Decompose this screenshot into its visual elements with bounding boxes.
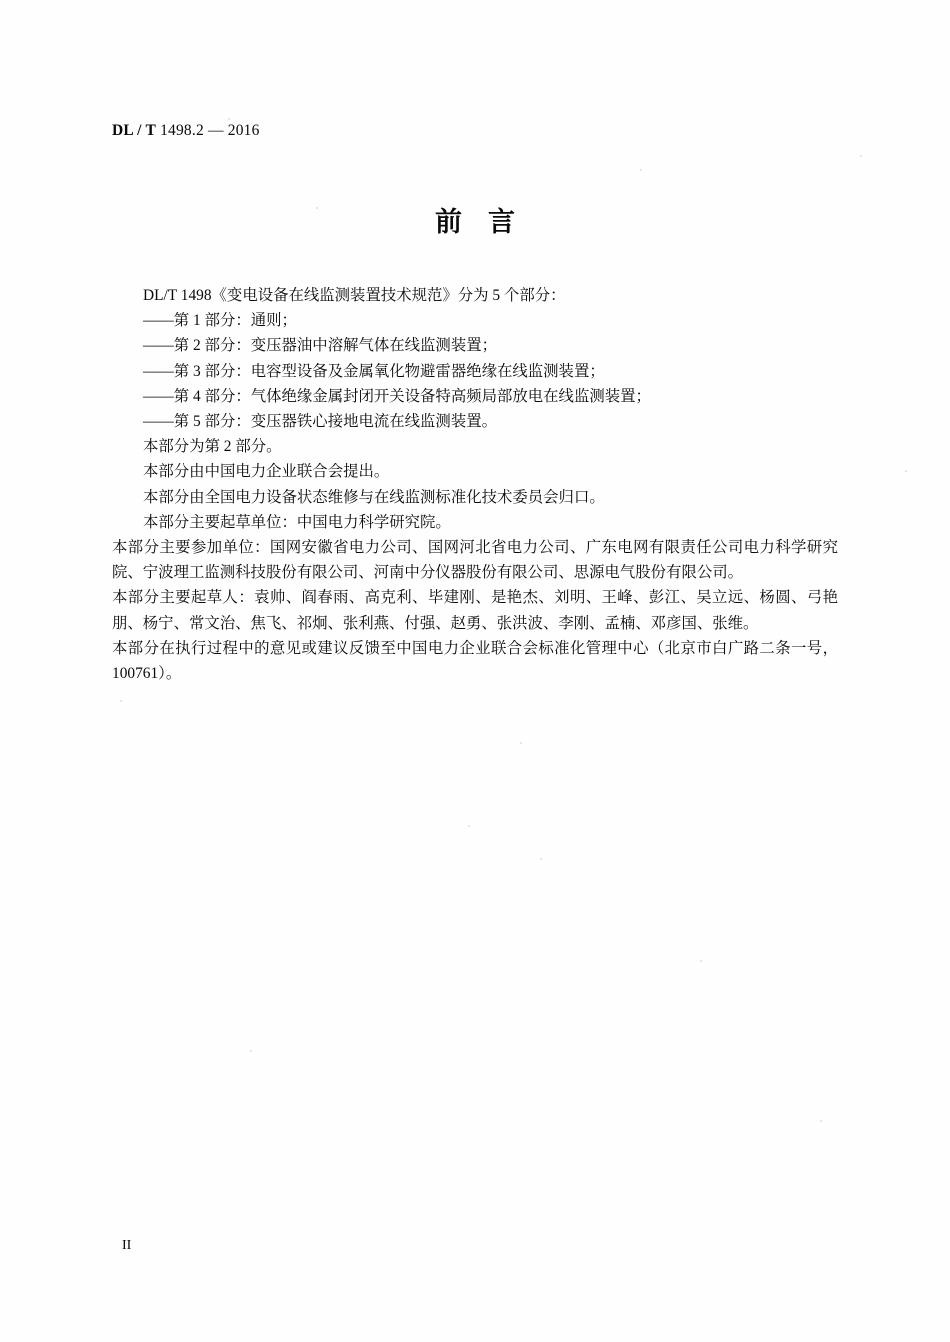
scan-speckle — [250, 1050, 252, 1052]
part-item-1: ——第 1 部分：通则； — [143, 312, 297, 330]
page-number: II — [122, 1238, 132, 1253]
part-item-5: ——第 5 部分：变压器铁心接地电流在线监测装置。 — [143, 413, 497, 431]
main-drafters: 本部分主要起草人：袁帅、阎春雨、高克利、毕建刚、是艳杰、刘明、王峰、彭江、吴立远、杨圆、弓艳朋、杨宁、常文治、焦飞、祁炯、张利燕、付强、赵勇、张洪波、李刚、孟楠、邓彦国、张维。 — [112, 589, 838, 632]
foreword-intro: DL/T 1498《变电设备在线监测装置技术规范》分为 5 个部分： — [143, 287, 566, 304]
feedback-notice: 本部分在执行过程中的意见或建议反馈至中国电力企业联合会标准化管理中心（北京市白广路二条一号，100761）。 — [112, 639, 838, 683]
statement-this-part: 本部分为第 2 部分。 — [143, 438, 282, 456]
scan-speckle — [468, 825, 470, 827]
statement-main-drafting-unit: 本部分主要起草单位：中国电力科学研究院。 — [143, 513, 451, 531]
scan-speckle — [228, 118, 230, 120]
scan-speckle — [860, 155, 862, 157]
scan-speckle — [540, 858, 542, 860]
scan-speckle — [120, 700, 122, 702]
foreword-body — [112, 283, 838, 686]
running-head — [112, 122, 260, 140]
statement-proposed-by: 本部分由中国电力企业联合会提出。 — [143, 463, 390, 481]
scan-speckle — [700, 960, 702, 962]
scan-speckle — [640, 169, 642, 171]
scan-speckle — [905, 470, 907, 472]
statement-administered-by: 本部分由全国电力设备状态维修与在线监测标准化技术委员会归口。 — [143, 488, 605, 506]
part-item-3: ——第 3 部分：电容型设备及金属氧化物避雷器绝缘在线监测装置； — [143, 362, 605, 380]
participating-units: 本部分主要参加单位：国网安徽省电力公司、国网河北省电力公司、广东电网有限责任公司电力科学研究院、宁波理工监测科技股份有限公司、河南中分仪器股份有限公司、思源电气股份有限公司。 — [112, 539, 838, 582]
scan-speckle — [520, 742, 522, 744]
scan-speckle — [820, 1120, 822, 1122]
page-title: 前言 — [435, 207, 541, 238]
running-head-number: 1498.2 — 2016 — [156, 122, 260, 139]
part-item-2: ——第 2 部分：变压器油中溶解气体在线监测装置； — [143, 337, 497, 355]
part-item-4: ——第 4 部分：气体绝缘金属封闭开关设备特高频局部放电在线监测装置； — [143, 387, 651, 405]
running-head-standard-code: DL / T — [112, 122, 156, 139]
